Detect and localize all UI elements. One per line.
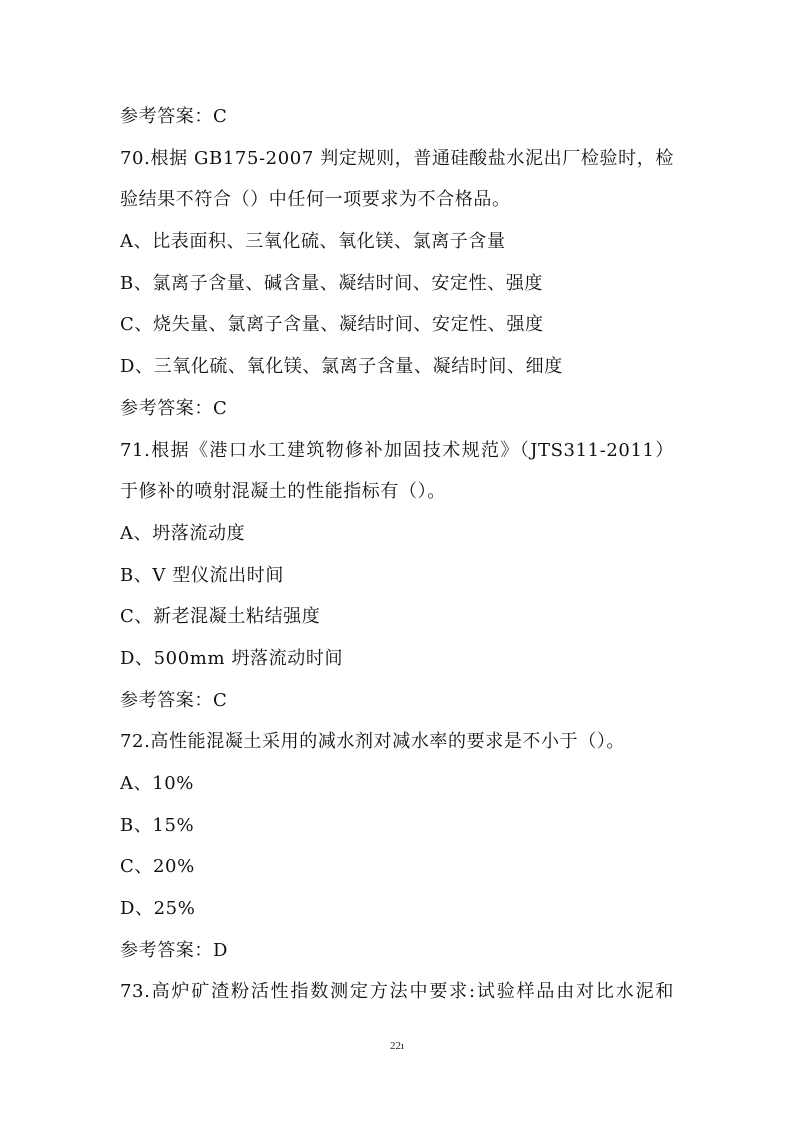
question-72-line-1: 72.高性能混凝土采用的减水剂对减水率的要求是不小于（）。: [120, 731, 626, 753]
question-71-line-1: 71.根据《港口水工建筑物修补加固技术规范》（JTS311-2011）: [120, 439, 674, 461]
option-d: D、500mm 坍落流动时间: [120, 647, 344, 669]
option-c: C、烧失量、氯离子含量、凝结时间、安定性、强度: [120, 314, 544, 336]
option-d: D、25%: [120, 898, 196, 920]
answer-line: 参考答案：C: [120, 106, 228, 127]
answer-line: 参考答案：D: [120, 939, 229, 961]
option-d: D、三氧化硫、氧化镁、氯离子含量、凝结时间、细度: [120, 356, 563, 378]
option-c: C、20%: [120, 856, 195, 878]
question-73-line-1: 73.高炉矿渣粉活性指数测定方法中要求:试验样品由对比水泥和: [120, 981, 674, 1003]
question-70-line-1: 70.根据 GB175-2007 判定规则，普通硅酸盐水泥出厂检验时，检: [120, 147, 674, 169]
answer-line: 参考答案：C: [120, 397, 228, 419]
option-b: B、V 型仪流出时间: [120, 564, 284, 586]
option-a: A、坍落流动度: [120, 522, 246, 544]
option-c: C、新老混凝土粘结强度: [120, 606, 321, 628]
answer-line: 参考答案：C: [120, 689, 228, 711]
question-71-line-2: 于修补的喷射混凝土的性能指标有（）。: [120, 481, 446, 503]
page-number: 22ı: [389, 1040, 405, 1052]
option-b: B、15%: [120, 814, 195, 836]
option-b: B、氯离子含量、碱含量、凝结时间、安定性、强度: [120, 272, 544, 294]
option-a: A、比表面积、三氧化硫、氧化镁、氯离子含量: [120, 231, 506, 253]
question-70-line-2: 验结果不符合（）中任何一项要求为不合格品。: [120, 189, 511, 211]
document-body: [120, 96, 680, 1013]
option-a: A、10%: [120, 773, 195, 794]
